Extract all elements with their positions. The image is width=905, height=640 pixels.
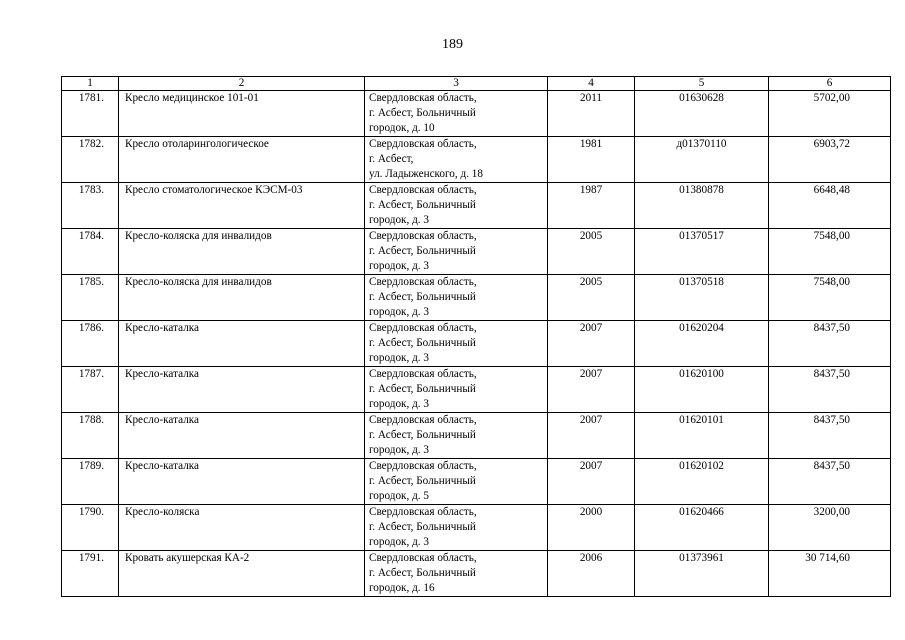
inventory-number: 01630628	[635, 91, 769, 137]
inventory-number: 01370518	[635, 275, 769, 321]
row-number: 1781.	[62, 91, 119, 137]
header-row	[62, 77, 891, 91]
row-number: 1783.	[62, 183, 119, 229]
item-address: Свердловская область, г. Асбест, Больничный городок, д. 10	[365, 91, 548, 137]
row-number: 1791.	[62, 551, 119, 597]
item-cost: 3200,00	[769, 505, 891, 551]
table-row	[62, 367, 891, 413]
item-address: Свердловская область, г. Асбест, Больничный городок, д. 3	[365, 183, 548, 229]
item-cost: 8437,50	[769, 459, 891, 505]
item-address: Свердловская область, г. Асбест, Больничный городок, д. 5	[365, 459, 548, 505]
item-address: Свердловская область, г. Асбест, ул. Ладыженского, д. 18	[365, 137, 548, 183]
item-cost: 6903,72	[769, 137, 891, 183]
item-name: Кресло-коляска для инвалидов	[119, 229, 365, 275]
item-year: 1981	[548, 137, 635, 183]
item-name: Кровать акушерская КА-2	[119, 551, 365, 597]
item-year: 2005	[548, 229, 635, 275]
item-cost: 7548,00	[769, 229, 891, 275]
inventory-number: 01370517	[635, 229, 769, 275]
item-cost: 5702,00	[769, 91, 891, 137]
column-header: 3	[365, 77, 548, 91]
inventory-number: 01620101	[635, 413, 769, 459]
row-number: 1790.	[62, 505, 119, 551]
item-name: Кресло-каталка	[119, 413, 365, 459]
row-number: 1782.	[62, 137, 119, 183]
item-cost: 30 714,60	[769, 551, 891, 597]
item-address: Свердловская область, г. Асбест, Больничный городок, д. 3	[365, 413, 548, 459]
item-cost: 8437,50	[769, 367, 891, 413]
row-number: 1786.	[62, 321, 119, 367]
page-number: 189	[442, 37, 463, 52]
table-row	[62, 91, 891, 137]
table-row	[62, 413, 891, 459]
table-row	[62, 321, 891, 367]
item-address: Свердловская область, г. Асбест, Больничный городок, д. 3	[365, 367, 548, 413]
item-cost: 8437,50	[769, 321, 891, 367]
item-address: Свердловская область, г. Асбест, Больничный городок, д. 16	[365, 551, 548, 597]
row-number: 1785.	[62, 275, 119, 321]
table-body	[62, 91, 891, 597]
item-cost: 8437,50	[769, 413, 891, 459]
inventory-number: 01380878	[635, 183, 769, 229]
item-address: Свердловская область, г. Асбест, Больничный городок, д. 3	[365, 321, 548, 367]
item-cost: 7548,00	[769, 275, 891, 321]
table-row	[62, 505, 891, 551]
table-row	[62, 459, 891, 505]
item-year: 2000	[548, 505, 635, 551]
inventory-number: 01620466	[635, 505, 769, 551]
item-year: 1987	[548, 183, 635, 229]
item-name: Кресло-каталка	[119, 367, 365, 413]
item-name: Кресло-каталка	[119, 459, 365, 505]
column-header: 2	[119, 77, 365, 91]
item-name: Кресло отоларингологическое	[119, 137, 365, 183]
inventory-number: 01620102	[635, 459, 769, 505]
property-table	[61, 76, 891, 597]
item-year: 2007	[548, 321, 635, 367]
table-row	[62, 183, 891, 229]
column-header: 4	[548, 77, 635, 91]
column-header: 1	[62, 77, 119, 91]
item-name: Кресло стоматологическое КЭСМ-03	[119, 183, 365, 229]
item-name: Кресло-коляска	[119, 505, 365, 551]
item-name: Кресло-коляска для инвалидов	[119, 275, 365, 321]
item-year: 2007	[548, 367, 635, 413]
item-year: 2005	[548, 275, 635, 321]
row-number: 1788.	[62, 413, 119, 459]
item-name: Кресло медицинское 101-01	[119, 91, 365, 137]
inventory-number: 01373961	[635, 551, 769, 597]
table-row	[62, 229, 891, 275]
item-year: 2006	[548, 551, 635, 597]
row-number: 1789.	[62, 459, 119, 505]
item-address: Свердловская область, г. Асбест, Больничный городок, д. 3	[365, 505, 548, 551]
table-row	[62, 551, 891, 597]
item-year: 2011	[548, 91, 635, 137]
table-row	[62, 275, 891, 321]
item-address: Свердловская область, г. Асбест, Больничный городок, д. 3	[365, 229, 548, 275]
row-number: 1784.	[62, 229, 119, 275]
item-address: Свердловская область, г. Асбест, Больничный городок, д. 3	[365, 275, 548, 321]
inventory-number: д01370110	[635, 137, 769, 183]
item-year: 2007	[548, 413, 635, 459]
table-row	[62, 137, 891, 183]
column-header: 6	[769, 77, 891, 91]
inventory-number: 01620100	[635, 367, 769, 413]
inventory-number: 01620204	[635, 321, 769, 367]
item-name: Кресло-каталка	[119, 321, 365, 367]
row-number: 1787.	[62, 367, 119, 413]
item-cost: 6648,48	[769, 183, 891, 229]
item-year: 2007	[548, 459, 635, 505]
column-header: 5	[635, 77, 769, 91]
